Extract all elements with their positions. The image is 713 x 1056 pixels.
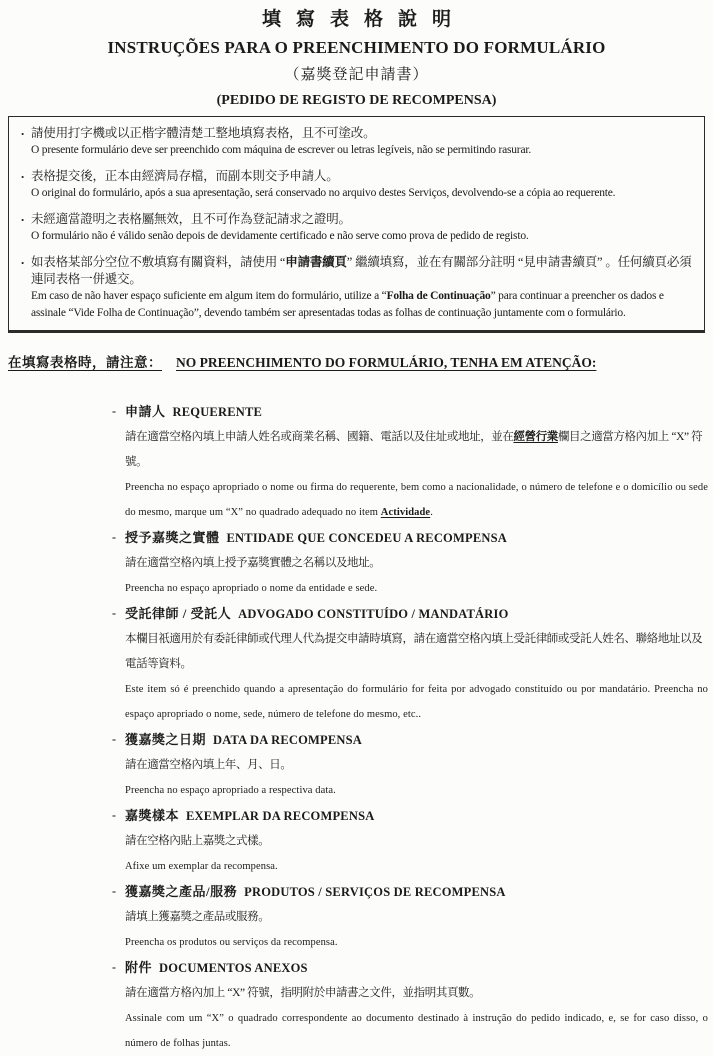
item-body-pt: Preencha no espaço apropriado a respectiva data. <box>125 785 336 796</box>
item-header-pt: DATA DA RECOMPENSA <box>213 733 362 747</box>
item-body-pt: Preencha os produtos ou serviços da recompensa. <box>125 937 338 948</box>
item-header <box>125 803 708 829</box>
notice-item <box>19 254 692 322</box>
instruction-list <box>112 399 708 1056</box>
item-header <box>125 601 708 627</box>
notice-zh-post: ” 繼續填寫，並在有關部分註明 “見申請書續頁” 。任何續頁必須連同表格一併遞交。 <box>31 255 692 286</box>
item-body-pt: Assinale com um “X” o quadrado correspondente ao documento destinado à instrução do pedido indicado, e, se for caso disso, o número de folhas juntas. <box>125 1013 708 1049</box>
item-header-zh: 附件 <box>125 960 153 975</box>
item-body-zh: 請填上獲嘉獎之產品或服務。 <box>125 911 270 923</box>
item-header-zh: 申請人 <box>125 404 166 419</box>
notice-text-pt: O formulário não é válido senão depois de devidamente certificado e não serve como prova de pedido de registo. <box>31 230 529 242</box>
bullet-marker: . <box>21 252 25 267</box>
body-zh-emphasis: 經營行業 <box>513 431 558 443</box>
instruction-item-advogado <box>112 601 708 727</box>
notice-text-pt: O presente formulário deve ser preenchido com máquina de escrever ou letras legíveis, não se permitindo rasurar. <box>31 144 532 156</box>
body-pt-emphasis: Actividade <box>380 507 431 518</box>
item-header-zh: 受託律師 / 受託人 <box>125 606 232 621</box>
title-zh: 填寫表格說明 <box>261 9 466 30</box>
item-header-pt: REQUERENTE <box>172 405 263 419</box>
item-body-pt: Afixe um exemplar da recompensa. <box>125 861 278 872</box>
notice-text-zh: 請使用打字機或以正楷字體清楚工整地填寫表格，且不可塗改。 <box>31 126 376 140</box>
bullet-marker: . <box>21 209 25 224</box>
body-zh-post: 欄目之適當方格內加上 “X” 符號。 <box>125 431 703 468</box>
item-header-zh: 獲嘉獎之日期 <box>125 732 207 747</box>
notice-text-zh <box>31 254 692 288</box>
notice-item <box>19 168 692 202</box>
item-body-zh: 請在空格內貼上嘉獎之式樣。 <box>125 835 270 847</box>
item-header <box>125 955 708 981</box>
instruction-item-data <box>112 727 708 803</box>
notice-text-pt <box>31 288 692 322</box>
item-header-pt: DOCUMENTOS ANEXOS <box>159 961 308 975</box>
notice-item <box>19 211 692 245</box>
subtitle-pt: (PEDIDO DE REGISTO DE RECOMPENSA) <box>216 93 497 108</box>
notice-item <box>19 125 692 159</box>
instruction-item-exemplar <box>112 803 708 879</box>
item-header-pt: ENTIDADE QUE CONCEDEU A RECOMPENSA <box>226 531 507 545</box>
item-body-pt: Preencha no espaço apropriado o nome da entidade e sede. <box>125 583 378 594</box>
item-body-zh: 本欄目祇適用於有委託律師或代理人代為提交申請時填寫，請在適當空格內填上受託律師或受託人姓名、聯絡地址以及電話等資料。 <box>125 633 703 670</box>
dash-marker: - <box>112 606 116 620</box>
item-header-zh: 嘉獎樣本 <box>125 808 180 823</box>
item-header <box>125 399 708 425</box>
item-body-pt: Este item só é preenchido quando a apresentação do formulário for feita por advogado constituído ou por mandatário. Preencha no espaço apropriado o nome, sede, número de telefone do mesmo, etc.. <box>125 684 708 720</box>
dash-marker: - <box>112 884 116 898</box>
notice-pt-post: ” para continuar a preencher os dados e assinale “Vide Folha de Continuação”, devendo também ser apresentadas todas as folhas de continuação juntamente com o formulário. <box>31 290 664 319</box>
notice-box <box>8 116 705 333</box>
section-header-pt: NO PREENCHIMENTO DO FORMULÁRIO, TENHA EM ATENÇÃO: <box>176 355 597 370</box>
body-zh-pre: 請在適當空格內填上申請人姓名或商業名稱、國籍、電話以及住址或地址，並在 <box>125 431 514 443</box>
section-header-zh: 在填寫表格時，請注意： <box>8 355 162 370</box>
notice-zh-emphasis: 申請書續頁 <box>285 255 347 269</box>
dash-marker: - <box>112 808 116 822</box>
title-block <box>0 0 713 110</box>
dash-marker: - <box>112 732 116 746</box>
dash-marker: - <box>112 960 116 974</box>
instruction-item-anexos <box>112 955 708 1056</box>
item-header <box>125 727 708 753</box>
title-pt: INSTRUÇÕES PARA O PREENCHIMENTO DO FORMULÁRIO <box>107 38 606 57</box>
notice-text-zh: 未經適當證明之表格屬無效，且不可作為登記請求之證明。 <box>31 212 351 226</box>
section-header <box>8 353 713 373</box>
bullet-marker: . <box>21 123 25 138</box>
body-pt-post: . <box>430 507 433 518</box>
instruction-item-produtos <box>112 879 708 955</box>
item-body-zh <box>125 425 708 475</box>
item-header-pt: ADVOGADO CONSTITUÍDO / MANDATÁRIO <box>238 607 509 621</box>
item-header-pt: PRODUTOS / SERVIÇOS DE RECOMPENSA <box>244 885 506 899</box>
item-body-zh: 請在適當空格內填上年、月、日。 <box>125 759 292 771</box>
notice-text-pt: O original do formulário, após a sua apresentação, será conservado no arquivo destes Serviços, devolvendo-se a cópia ao requerente. <box>31 187 616 199</box>
item-header-zh: 授予嘉獎之實體 <box>125 530 220 545</box>
item-header <box>125 879 708 905</box>
item-body-zh: 請在適當空格內填上授予嘉獎實體之名稱以及地址。 <box>125 557 381 569</box>
item-body-zh: 請在適當方格內加上 “X” 符號，指明附於申請書之文件，並指明其頁數。 <box>125 987 481 999</box>
subtitle-zh: （嘉獎登記申請書） <box>284 67 429 83</box>
dash-marker: - <box>112 530 116 544</box>
item-header-zh: 獲嘉獎之產品/服務 <box>125 884 238 899</box>
body-pt-pre: Preencha no espaço apropriado o nome ou firma do requerente, bem como a nacionalidade, o número de telefone e o domicílio ou sede do mesmo, marque um “X” no quadrado adequado no item <box>125 482 708 518</box>
instruction-item-requerente <box>112 399 708 525</box>
notice-zh-pre: 如表格某部分空位不敷填寫有關資料，請使用 “ <box>31 255 286 269</box>
item-body-pt <box>125 475 708 525</box>
notice-pt-emphasis: Folha de Continuação <box>386 290 491 302</box>
notice-text-zh: 表格提交後，正本由經濟局存檔，而副本則交予申請人。 <box>31 169 339 183</box>
notice-pt-pre: Em caso de não haver espaço suficiente em algum item do formulário, utilize a “ <box>31 290 387 302</box>
instruction-item-entidade <box>112 525 708 601</box>
item-header-pt: EXEMPLAR DA RECOMPENSA <box>186 809 375 823</box>
item-header <box>125 525 708 551</box>
bullet-marker: . <box>21 166 25 181</box>
dash-marker: - <box>112 404 116 418</box>
